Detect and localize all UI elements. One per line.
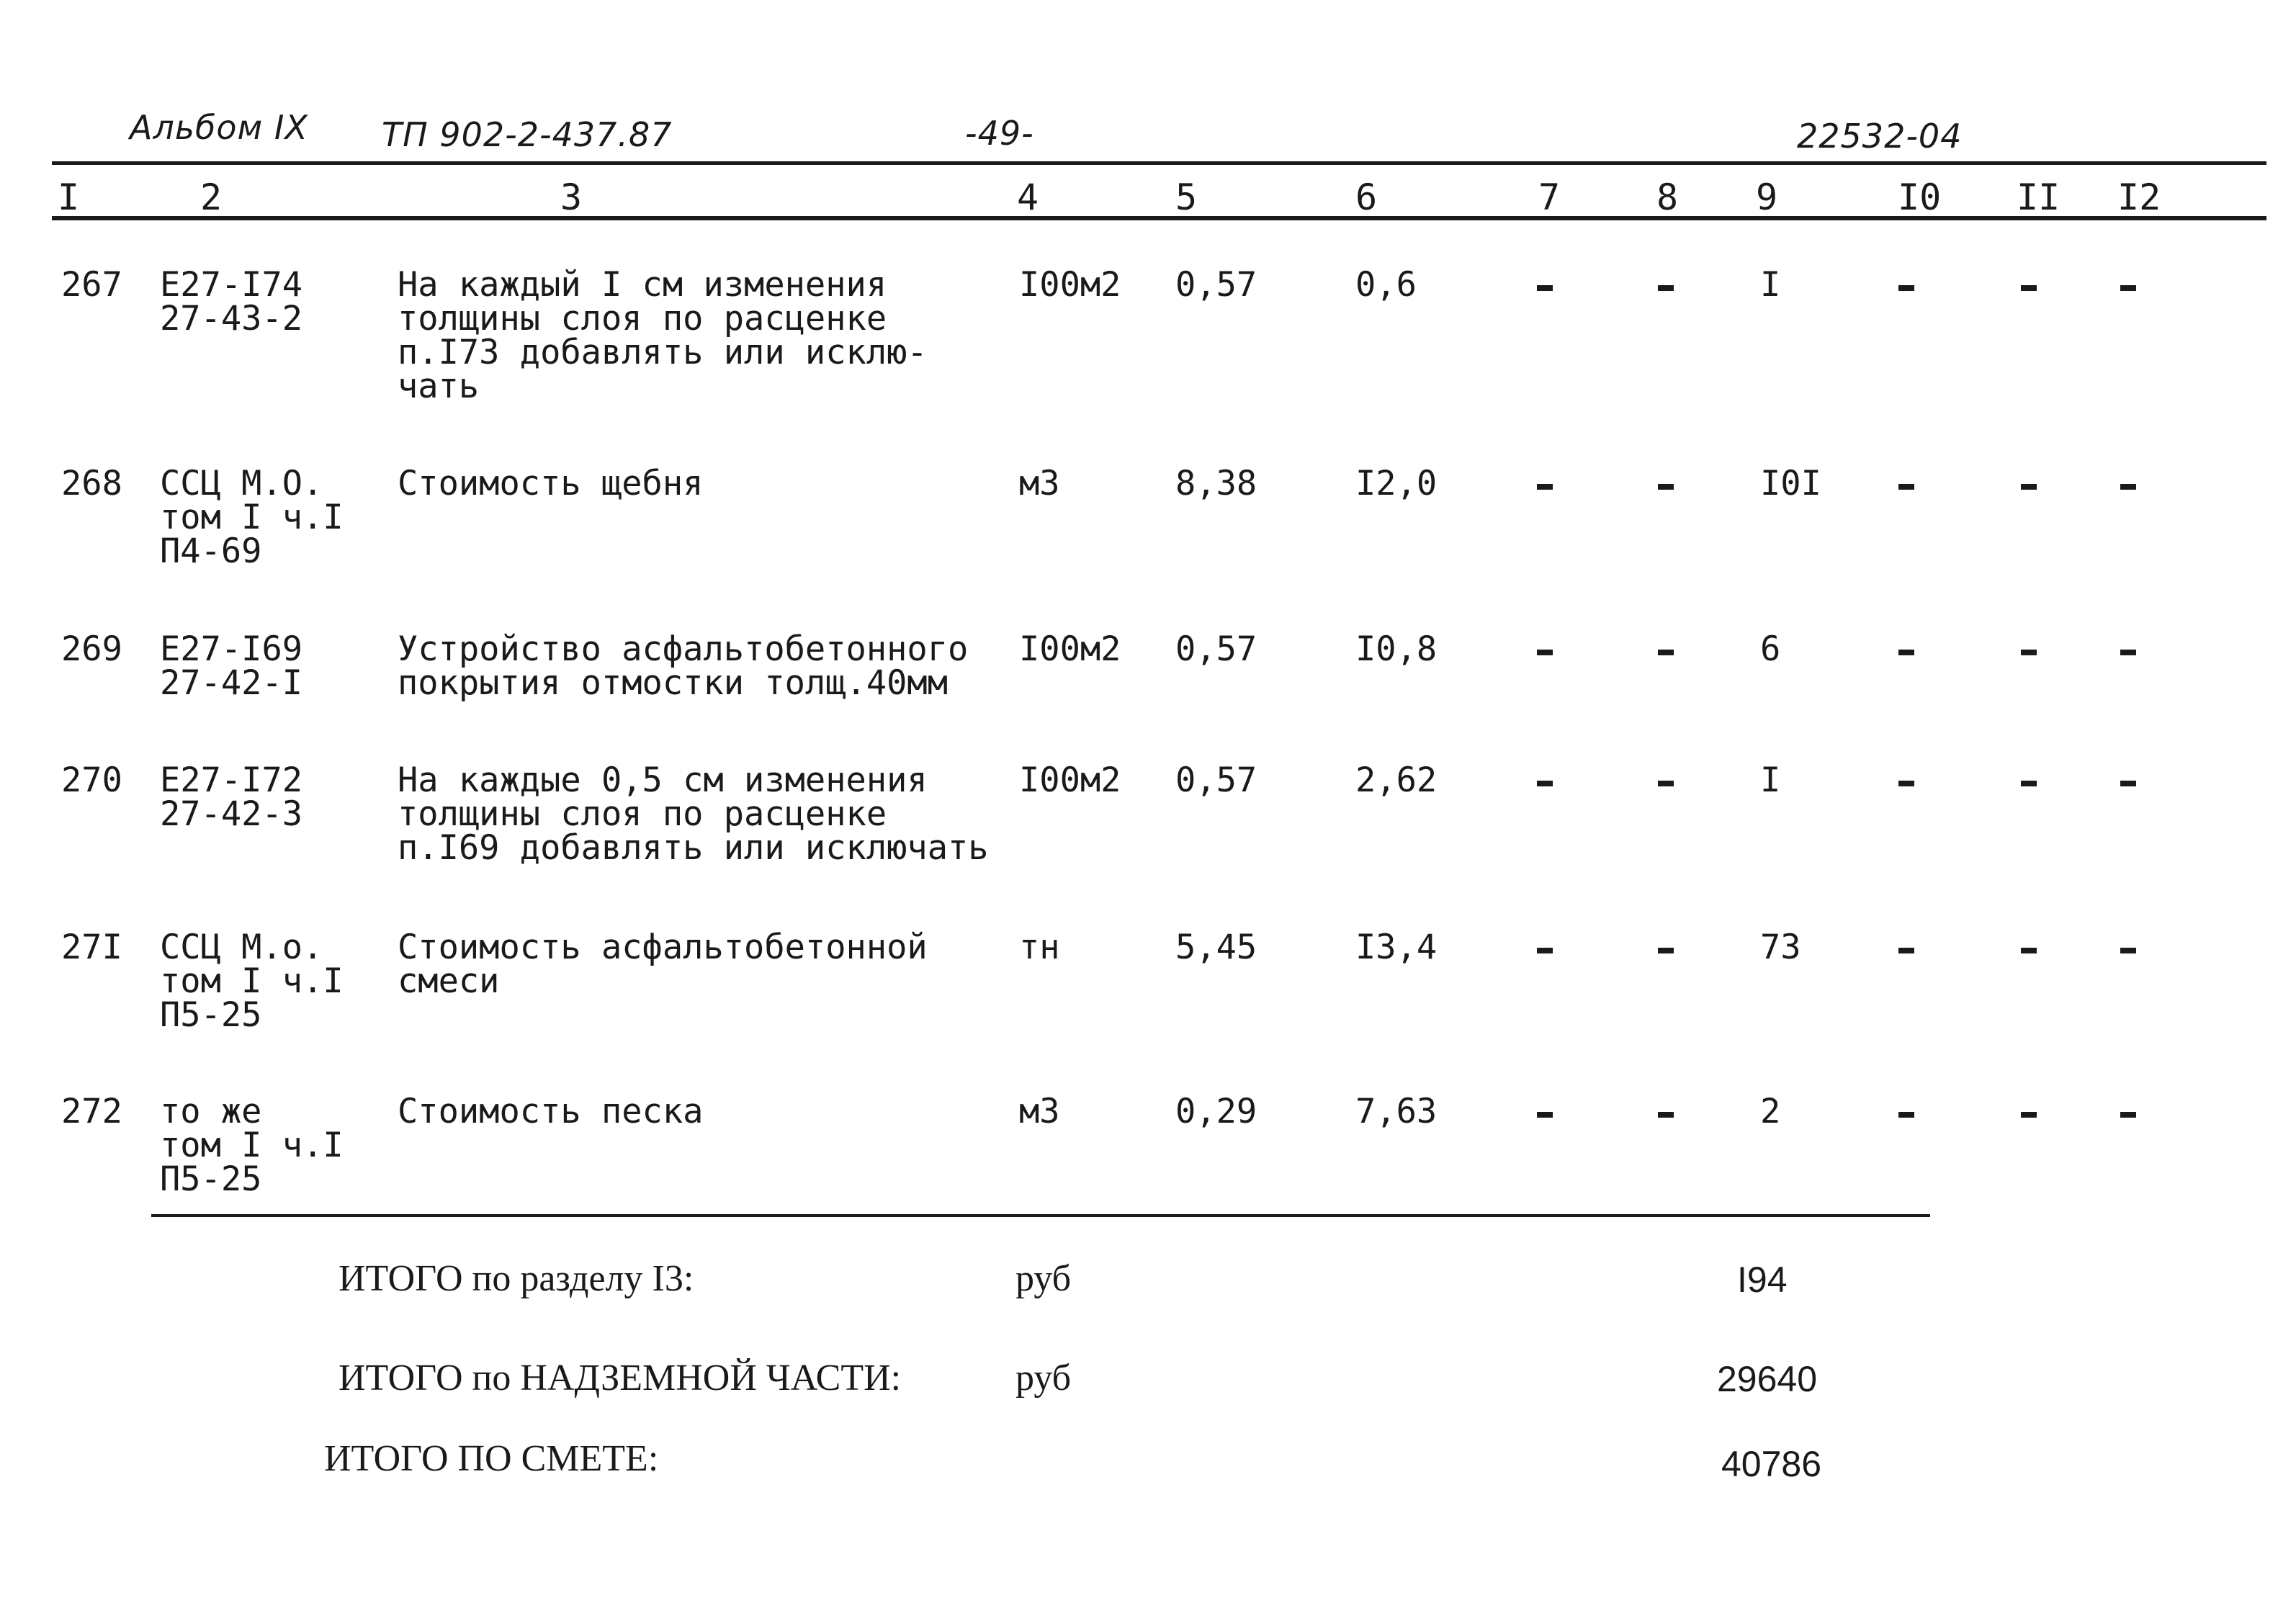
row-271-number: 27I (61, 928, 122, 967)
col-header-2: 2 (200, 176, 223, 218)
total-section-unit: руб (1015, 1258, 1072, 1299)
row-270-price: 2,62 (1355, 760, 1438, 800)
row-272-cost: 2 (1760, 1092, 1781, 1131)
row-272-price: 7,63 (1355, 1092, 1438, 1131)
project-code: ТП 902-2-437.87 (382, 115, 673, 154)
row-269-col12-dash (2120, 650, 2136, 655)
row-268-price: I2,0 (1355, 464, 1438, 503)
row-268-col11-dash (2021, 484, 2037, 490)
row-270-unit: I00м2 (1019, 760, 1121, 800)
row-269-number: 269 (61, 629, 122, 669)
row-270-name: На каждые 0,5 см изменения толщины слоя по расценке п.I69 добавлять или исключать (398, 760, 989, 868)
row-271-col11-dash (2021, 948, 2037, 953)
row-271-col10-dash (1898, 948, 1914, 953)
row-272-col7-dash (1537, 1112, 1553, 1118)
total-aboveground-value: 29640 (1717, 1359, 1818, 1399)
row-270-col8-dash (1658, 781, 1674, 786)
row-271-col7-dash (1537, 948, 1553, 953)
total-estimate-value: 40786 (1721, 1444, 1822, 1484)
row-271-price: I3,4 (1355, 928, 1438, 967)
row-268-cost: I0I (1760, 464, 1821, 503)
row-268-col10-dash (1898, 484, 1914, 490)
total-section-value: I94 (1737, 1260, 1788, 1300)
row-272-col8-dash (1658, 1112, 1674, 1118)
row-272-col10-dash (1898, 1112, 1914, 1118)
col-header-12: I2 (2117, 176, 2161, 218)
row-269-col10-dash (1898, 650, 1914, 655)
row-268-code: ССЦ М.О. том I ч.I П4-69 (160, 464, 344, 571)
row-269-name: Устройство асфальтобетонного покрытия отмостки толщ.40мм (398, 629, 969, 703)
row-267-cost: I (1760, 265, 1781, 305)
row-269-col7-dash (1537, 650, 1553, 655)
row-270-quantity: 0,57 (1175, 760, 1257, 800)
row-270-number: 270 (61, 760, 122, 800)
row-271-code: ССЦ М.о. том I ч.I П5-25 (160, 928, 344, 1035)
row-272-col12-dash (2120, 1112, 2136, 1118)
album-label: Альбом IX (130, 108, 308, 147)
col-header-10: I0 (1898, 176, 1942, 218)
row-267-unit: I00м2 (1019, 265, 1121, 305)
row-269-col11-dash (2021, 650, 2037, 655)
row-272-code: то же том I ч.I П5-25 (160, 1092, 344, 1199)
row-268-name: Стоимость щебня (398, 464, 704, 503)
row-271-quantity: 5,45 (1175, 928, 1257, 967)
col-header-3: 3 (560, 176, 583, 218)
total-aboveground-unit: руб (1015, 1357, 1072, 1399)
row-271-col8-dash (1658, 948, 1674, 953)
row-268-number: 268 (61, 464, 122, 503)
row-271-unit: тн (1019, 928, 1060, 967)
row-270-code: Е27-I72 27-42-3 (160, 760, 303, 834)
row-269-cost: 6 (1760, 629, 1781, 669)
col-header-7: 7 (1538, 176, 1561, 218)
row-268-unit: м3 (1019, 464, 1060, 503)
row-271-col12-dash (2120, 948, 2136, 953)
row-272-number: 272 (61, 1092, 122, 1131)
row-267-col12-dash (2120, 285, 2136, 291)
row-270-col7-dash (1537, 781, 1553, 786)
row-267-col11-dash (2021, 285, 2037, 291)
row-272-col11-dash (2021, 1112, 2037, 1118)
row-267-name: На каждый I см изменения толщины слоя по расценке п.I73 добавлять или исклю- чать (398, 265, 928, 406)
row-269-code: Е27-I69 27-42-I (160, 629, 303, 703)
col-header-8: 8 (1656, 176, 1679, 218)
row-269-price: I0,8 (1355, 629, 1438, 669)
col-header-5: 5 (1175, 176, 1198, 218)
row-268-col8-dash (1658, 484, 1674, 490)
row-268-quantity: 8,38 (1175, 464, 1257, 503)
col-header-11: II (2017, 176, 2060, 218)
row-270-cost: I (1760, 760, 1781, 800)
row-267-number: 267 (61, 265, 122, 305)
row-267-quantity: 0,57 (1175, 265, 1257, 305)
row-271-name: Стоимость асфальтобетонной смеси (398, 928, 928, 1001)
row-270-col10-dash (1898, 781, 1914, 786)
row-271-cost: 73 (1760, 928, 1801, 967)
row-267-col10-dash (1898, 285, 1914, 291)
col-header-9: 9 (1756, 176, 1778, 218)
row-267-code: Е27-I74 27-43-2 (160, 265, 303, 338)
row-268-col12-dash (2120, 484, 2136, 490)
col-header-1: I (58, 176, 80, 218)
totals-separator (151, 1214, 1930, 1217)
row-267-col8-dash (1658, 285, 1674, 291)
page-number: -49- (965, 114, 1034, 153)
total-section-label: ИТОГО по разделу I3: (338, 1258, 694, 1299)
document-number: 22532-04 (1797, 117, 1963, 156)
row-267-col7-dash (1537, 285, 1553, 291)
col-header-6: 6 (1355, 176, 1378, 218)
row-268-col7-dash (1537, 484, 1553, 490)
total-estimate-label: ИТОГО ПО СМЕТЕ: (324, 1438, 659, 1479)
total-aboveground-label: ИТОГО по НАДЗЕМНОЙ ЧАСТИ: (338, 1357, 902, 1399)
row-269-unit: I00м2 (1019, 629, 1121, 669)
row-269-col8-dash (1658, 650, 1674, 655)
row-272-quantity: 0,29 (1175, 1092, 1257, 1131)
row-267-price: 0,6 (1355, 265, 1417, 305)
row-270-col12-dash (2120, 781, 2136, 786)
row-270-col11-dash (2021, 781, 2037, 786)
top-rule (52, 161, 2266, 165)
row-272-name: Стоимость песка (398, 1092, 704, 1131)
col-header-4: 4 (1017, 176, 1039, 218)
row-272-unit: м3 (1019, 1092, 1060, 1131)
row-269-quantity: 0,57 (1175, 629, 1257, 669)
